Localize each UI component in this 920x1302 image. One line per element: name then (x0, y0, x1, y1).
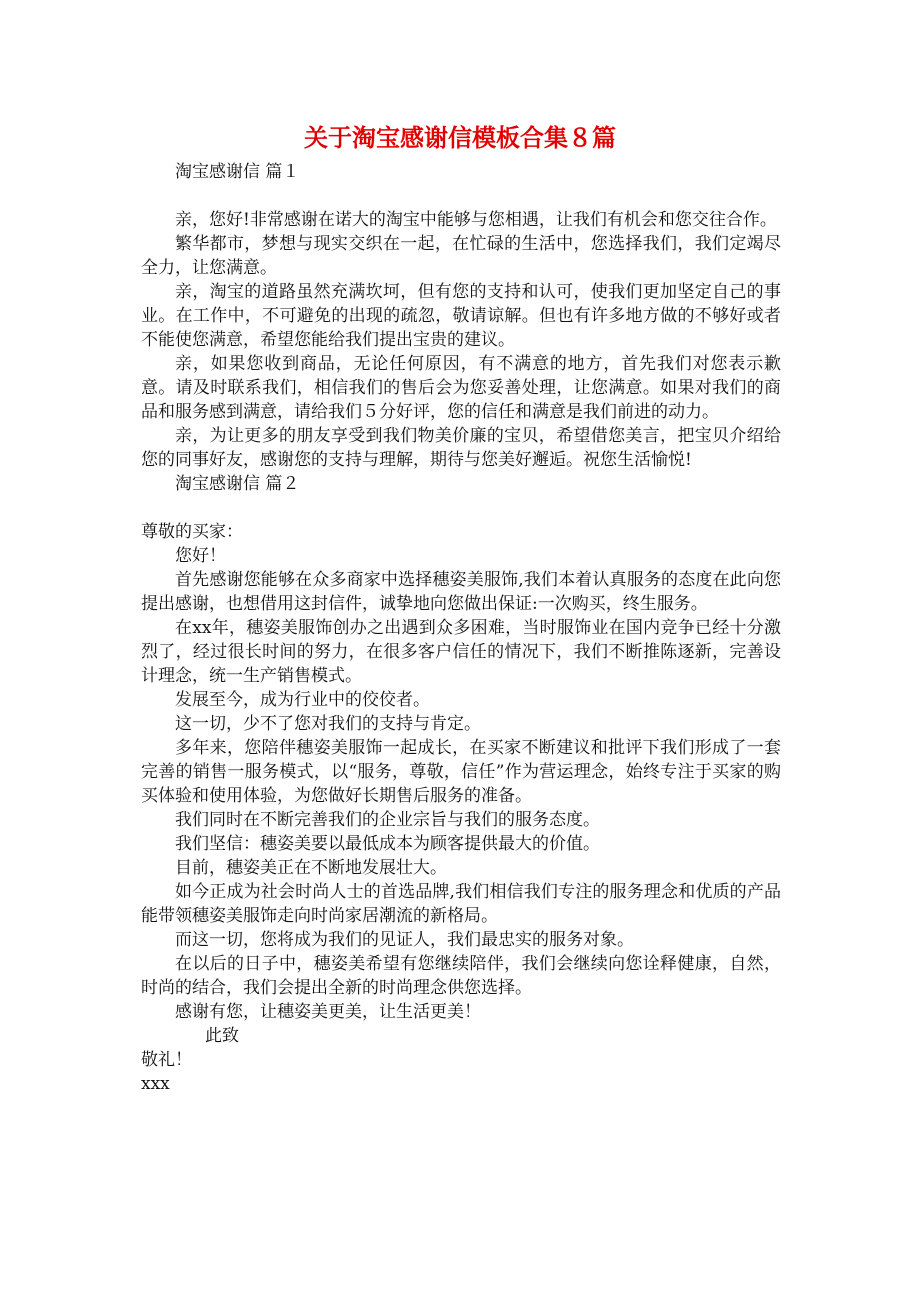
paragraph: 在以后的日子中，穗姿美希望有您继续陪伴，我们会继续向您诠释健康，自然，时尚的结合，我们会提出全新的时尚理念供您选择。 (141, 954, 781, 998)
section1-content (141, 208, 781, 472)
paragraph: 我们同时在不断完善我们的企业宗旨与我们的服务态度。 (175, 810, 600, 830)
paragraph: 多年来，您陪伴穗姿美服饰一起成长，在买家不断建议和批评下我们形成了一套完善的销售一服务模式，以“服务，尊敬，信任”作为营运理念，始终专注于买家的购买体验和使用体验，为您做好长期售后服务的准备。 (141, 738, 781, 806)
paragraph: 亲，为让更多的朋友享受到我们物美价廉的宝贝，希望借您美言，把宝贝介绍给您的同事好友，感谢您的支持与理解，期待与您美好邂逅。祝您生活愉悦! (141, 426, 781, 470)
paragraph: 目前，穗姿美正在不断地发展壮大。 (175, 858, 447, 878)
closing-cizhi: 此致 (205, 1026, 239, 1046)
paragraph: 在xx年，穗姿美服饰创办之出遇到众多困难，当时服饰业在国内竞争已经十分激烈了，经过很长时间的努力，在很多客户信任的情况下，我们不断推陈逐新，完善设计理念，统一生产销售模式。 (141, 618, 781, 686)
paragraph: 而这一切，您将成为我们的见证人，我们最忠实的服务对象。 (175, 930, 634, 950)
paragraph: 您好！ (175, 546, 226, 566)
document-title: 关于淘宝感谢信模板合集８篇 (304, 123, 616, 152)
closing-jingli: 敬礼！ (141, 1050, 192, 1070)
paragraph: 首先感谢您能够在众多商家中选择穗姿美服饰,我们本着认真服务的态度在此向您提出感谢，也想借用这封信件，诚挚地向您做出保证:一次购买，终生服务。 (141, 570, 781, 614)
paragraph: 繁华都市，梦想与现实交织在一起，在忙碌的生活中，您选择我们，我们定竭尽全力，让您满意。 (141, 234, 781, 278)
section2-content (141, 520, 781, 1096)
document-body (141, 160, 781, 1096)
paragraph: 亲，如果您收到商品，无论任何原因，有不满意的地方，首先我们对您表示歉意。请及时联系我们，相信我们的售后会为您妥善处理，让您满意。如果对我们的商品和服务感到满意，请给我们５分好评，您的信任和满意是我们前进的动力。 (141, 354, 781, 422)
paragraph: 亲，淘宝的道路虽然充满坎坷，但有您的支持和认可，使我们更加坚定自己的事业。在工作中，不可避免的出现的疏忽，敬请谅解。但也有许多地方做的不够好或者不能使您满意，希望您能给我们提出宝贵的建议。 (141, 282, 781, 350)
paragraph: 这一切，少不了您对我们的支持与肯定。 (175, 714, 481, 734)
paragraph: 感谢有您，让穗姿美更美，让生活更美！ (175, 1002, 481, 1022)
salutation: 尊敬的买家： (141, 522, 243, 542)
section1-heading: 淘宝感谢信 篇１ (175, 162, 300, 182)
paragraph: 如今正成为社会时尚人士的首选品牌,我们相信我们专注的服务理念和优质的产品能带领穗姿美服饰走向时尚家居潮流的新格局。 (141, 882, 781, 926)
paragraph: 发展至今，成为行业中的佼佼者。 (175, 690, 430, 710)
signature: xxx (141, 1074, 170, 1094)
section2-heading: 淘宝感谢信 篇２ (175, 474, 300, 494)
paragraph: 我们坚信：穗姿美要以最低成本为顾客提供最大的价值。 (175, 834, 600, 854)
paragraph: 亲，您好!非常感谢在诺大的淘宝中能够与您相遇，让我们有机会和您交往合作。 (175, 210, 777, 230)
